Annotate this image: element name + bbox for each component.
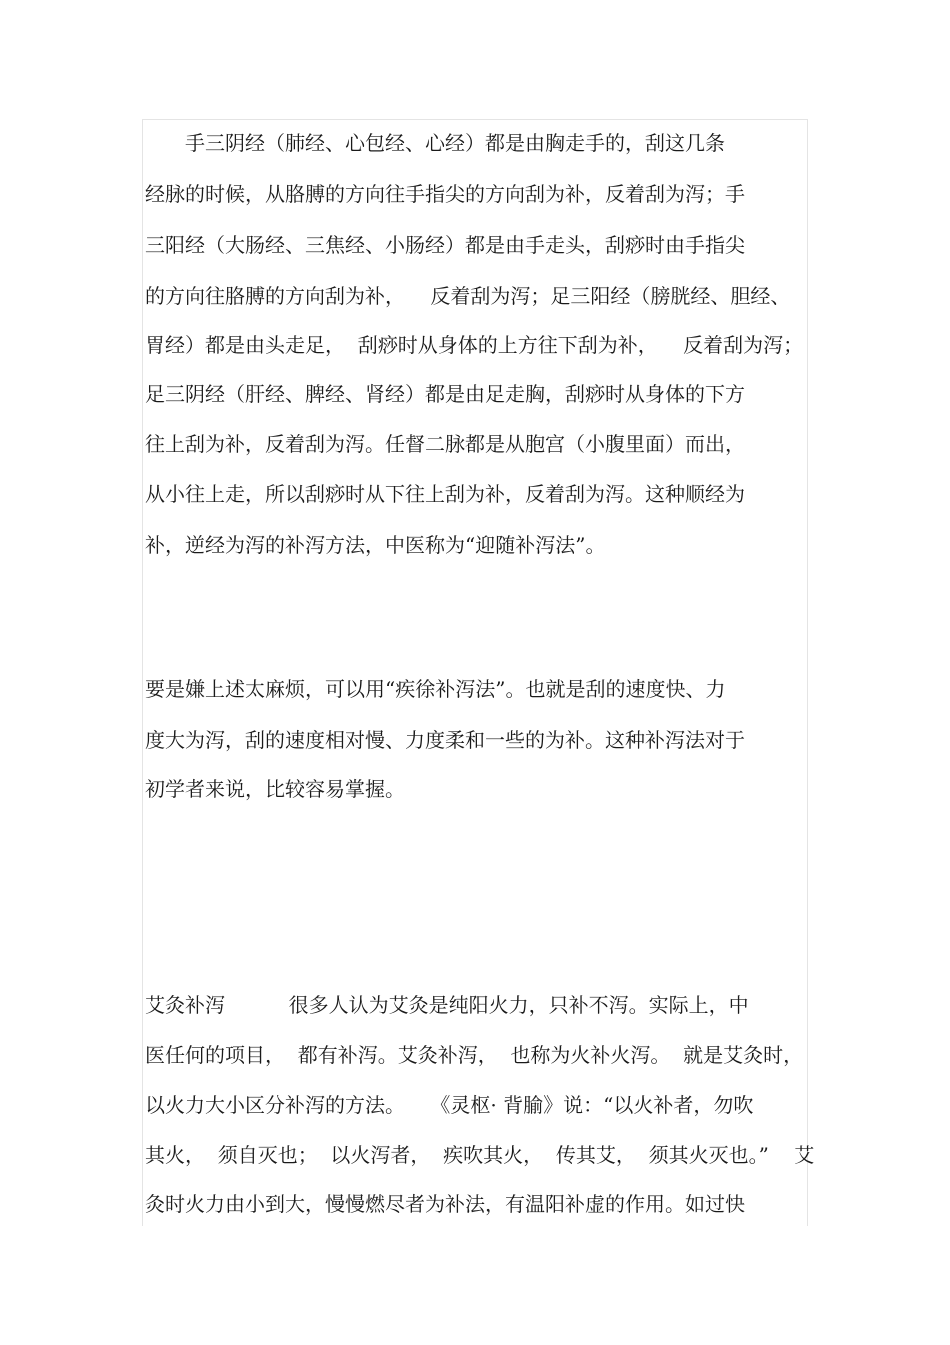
text-line: 度大为泻，刮的速度相对慢、力度柔和一些的为补。这种补泻法对于 [145,728,745,752]
text-line: 足三阴经（肝经、脾经、肾经）都是由足走胸，刮痧时从身体的下方 [145,382,745,406]
text-line: 医任何的项目， 都有补泻。艾灸补泻， 也称为火补火泻。 就是艾灸时， [145,1043,804,1067]
text-line: 往上刮为补，反着刮为泻。任督二脉都是从胞宫（小腹里面）而出， [145,432,745,456]
text-line: 的方向往胳膊的方向刮为补， 反着刮为泻；足三阳经（膀胱经、胆经、 [145,284,791,308]
text-line: 艾灸补泻 很多人认为艾灸是纯阳火力，只补不泻。实际上，中 [145,993,749,1017]
text-line: 要是嫌上述太麻烦，可以用“疾徐补泻法”。也就是刮的速度快、力 [145,677,726,701]
text-line: 其火， 须自灭也； 以火泻者， 疾吹其火， 传其艾， 须其火灭也。” 艾 [145,1143,815,1167]
text-line: 以火力大小区分补泻的方法。 《灵枢· 背腧》说：“以火补者，勿吹 [145,1093,754,1117]
text-line: 经脉的时候，从胳膊的方向往手指尖的方向刮为补，反着刮为泻；手 [145,182,745,206]
text-line: 三阳经（大肠经、三焦经、小肠经）都是由手走头，刮痧时由手指尖 [145,233,745,257]
text-line: 补，逆经为泻的补泻方法，中医称为“迎随补泻法”。 [145,533,606,557]
text-line: 手三阴经（肺经、心包经、心经）都是由胸走手的，刮这几条 [145,131,725,155]
text-line: 初学者来说，比较容易掌握。 [145,777,405,801]
text-line: 从小往上走，所以刮痧时从下往上刮为补，反着刮为泻。这种顺经为 [145,482,745,506]
text-line: 胃经）都是由头走足， 刮痧时从身体的上方往下刮为补， 反着刮为泻； [145,333,804,357]
text-line: 灸时火力由小到大，慢慢燃尽者为补法，有温阳补虚的作用。如过快 [145,1192,745,1216]
